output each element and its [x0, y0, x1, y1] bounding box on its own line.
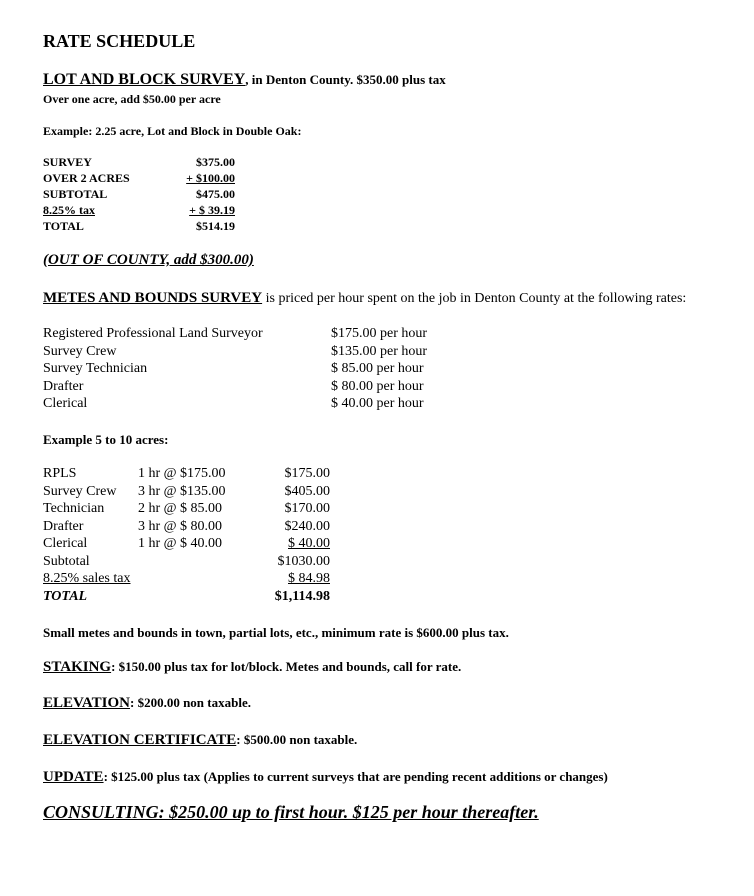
example-role: Drafter — [43, 518, 84, 534]
row-amount: $475.00 — [196, 187, 235, 201]
row-amount: $375.00 — [196, 155, 235, 169]
update-line — [43, 768, 608, 786]
table-row — [43, 483, 330, 501]
table-row — [43, 154, 235, 170]
rate-role: Clerical — [43, 396, 88, 411]
staking-text: : $150.00 plus tax for lot/block. Metes and bounds, call for rate. — [111, 659, 462, 674]
update-label: UPDATE — [43, 769, 104, 785]
metes-example-table — [43, 465, 330, 605]
table-row — [43, 170, 235, 186]
elevation-cert-text: : $500.00 non taxable. — [236, 732, 358, 747]
example-role: Subtotal — [43, 553, 90, 569]
table-row — [43, 535, 330, 553]
table-row — [43, 553, 330, 571]
row-amount: $514.19 — [196, 219, 235, 233]
example-total: $1030.00 — [277, 553, 330, 569]
rate-value: $ 40.00 per hour — [331, 396, 424, 411]
example-role: Clerical — [43, 536, 88, 551]
table-row — [43, 465, 330, 483]
lot-block-acre-note: Over one acre, add $50.00 per acre — [43, 92, 221, 106]
metes-heading-line — [43, 289, 686, 307]
out-of-county-note: (OUT OF COUNTY, add $300.00) — [43, 252, 254, 268]
row-label: SUBTOTAL — [43, 187, 108, 201]
rate-role: Survey Crew — [43, 343, 117, 359]
example-total: $240.00 — [284, 518, 330, 534]
table-row — [43, 378, 427, 396]
row-label: SURVEY — [43, 155, 92, 169]
update-text: : $125.00 plus tax (Applies to current surveys that are pending recent additions or changes) — [103, 769, 608, 784]
example-total: $ 84.98 — [288, 571, 330, 586]
rate-value: $ 80.00 per hour — [331, 378, 424, 394]
example-role: TOTAL — [43, 588, 88, 604]
page-title: RATE SCHEDULE — [43, 31, 196, 51]
lot-block-heading-suffix: , in Denton County. $350.00 plus tax — [245, 72, 446, 87]
minimum-rate-note: Small metes and bounds in town, partial lots, etc., minimum rate is $600.00 plus tax. — [43, 625, 509, 640]
example-total: $ 40.00 — [288, 536, 330, 551]
table-row — [43, 518, 330, 536]
example-hours: 1 hr @ $175.00 — [138, 466, 226, 481]
example-total: $170.00 — [284, 501, 330, 516]
row-label: 8.25% tax — [43, 203, 95, 217]
rate-role: Survey Technician — [43, 361, 148, 376]
table-row — [43, 500, 330, 518]
elevation-label: ELEVATION — [43, 695, 130, 711]
example-total: $1,114.98 — [274, 588, 330, 604]
example-role: Technician — [43, 501, 105, 516]
elevation-line — [43, 694, 251, 712]
table-row — [43, 325, 427, 343]
table-row — [43, 343, 427, 361]
row-amount: + $100.00 — [186, 171, 235, 185]
example-role: RPLS — [43, 466, 77, 481]
rate-role: Drafter — [43, 378, 84, 394]
rate-value: $ 85.00 per hour — [331, 361, 424, 376]
metes-heading: METES AND BOUNDS SURVEY — [43, 290, 263, 306]
metes-rates-table — [43, 325, 427, 413]
table-row — [43, 588, 330, 606]
rate-value: $175.00 per hour — [331, 326, 428, 341]
elevation-cert-line — [43, 731, 357, 749]
staking-label: STAKING — [43, 659, 112, 675]
table-row — [43, 186, 235, 202]
example-hours — [138, 553, 248, 571]
metes-example-heading: Example 5 to 10 acres: — [43, 432, 169, 447]
metes-heading-suffix: is priced per hour spent on the job in Denton County at the following rates: — [262, 291, 687, 306]
rate-role: Registered Professional Land Surveyor — [43, 326, 263, 341]
elevation-cert-label: ELEVATION CERTIFICATE — [43, 732, 237, 748]
table-row — [43, 570, 330, 588]
example-hours: 1 hr @ $ 40.00 — [138, 536, 223, 551]
example-total: $405.00 — [284, 483, 330, 499]
table-row — [43, 360, 427, 378]
row-amount: + $ 39.19 — [189, 203, 235, 217]
lot-block-heading-line — [43, 71, 446, 89]
staking-line — [43, 658, 461, 676]
lot-block-heading: LOT AND BLOCK SURVEY — [43, 71, 246, 88]
consulting-line: CONSULTING: $250.00 up to first hour. $125 per hour thereafter. — [43, 802, 539, 822]
example-hours: 3 hr @ $ 80.00 — [138, 518, 223, 534]
lot-block-table — [43, 154, 235, 234]
example-role: 8.25% sales tax — [43, 571, 131, 586]
table-row — [43, 395, 427, 413]
example-hours: 2 hr @ $ 85.00 — [138, 501, 223, 516]
rate-value: $135.00 per hour — [331, 343, 428, 359]
lot-block-example: Example: 2.25 acre, Lot and Block in Double Oak: — [43, 124, 302, 138]
example-total: $175.00 — [284, 466, 330, 481]
example-hours: 3 hr @ $135.00 — [138, 483, 226, 499]
table-row — [43, 218, 235, 234]
table-row — [43, 202, 235, 218]
row-label: OVER 2 ACRES — [43, 171, 130, 185]
elevation-text: : $200.00 non taxable. — [129, 695, 251, 710]
example-role: Survey Crew — [43, 483, 117, 499]
row-label: TOTAL — [43, 219, 84, 233]
